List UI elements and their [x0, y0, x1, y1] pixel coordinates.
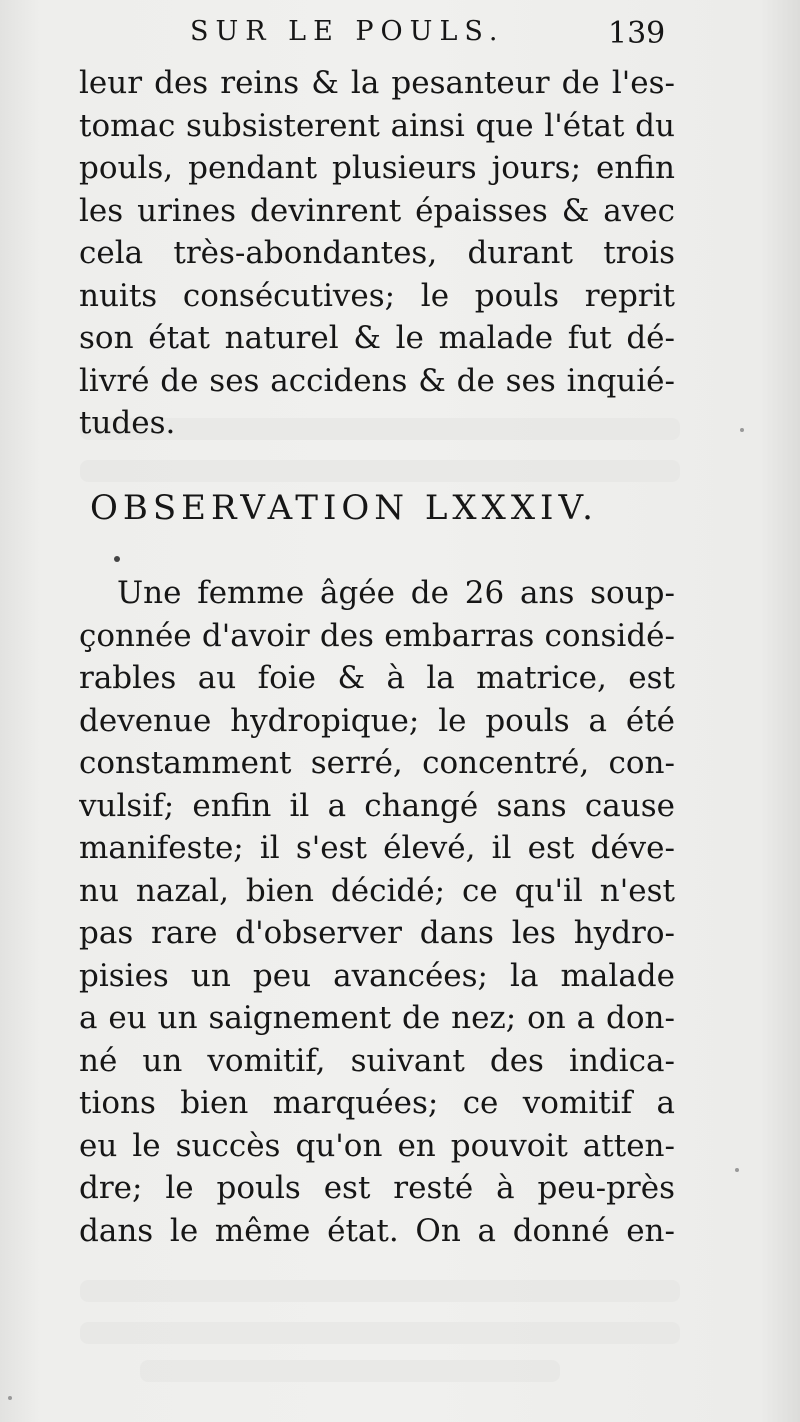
paper-speck [740, 428, 744, 432]
text-line: vulsif; enfin il a changé sans cause [79, 787, 675, 824]
paper-speck [735, 1168, 739, 1172]
text-line: les urines devinrent épaisses & avec [79, 192, 675, 229]
text-line: dans le même état. On a donné en- [79, 1212, 675, 1249]
text-line: tomac subsisterent ainsi que l'état du [79, 107, 675, 144]
bleed-through-shadow [80, 460, 680, 482]
text-line: cela très-abondantes, durant trois [79, 235, 675, 271]
paragraph-continued [79, 62, 675, 445]
text-line: eu le succès qu'on en pouvoit atten- [79, 1127, 675, 1164]
text-line: constamment serré, concentré, con- [79, 745, 675, 781]
text-line: pisies un peu avancées; la malade [79, 957, 675, 994]
text-line: livré de ses accidens & de ses inquié- [79, 362, 675, 399]
bleed-through-shadow [80, 1280, 680, 1302]
text-line: devenue hydropique; le pouls a été [79, 702, 675, 739]
text-line: a eu un saignement de nez; on a don- [79, 1000, 675, 1036]
paper-speck [8, 1396, 12, 1400]
observation-paragraph [79, 572, 675, 1252]
text-line: rables au foie & à la matrice, est [79, 660, 675, 696]
text-line: çonnée d'avoir des embarras considé- [79, 617, 675, 654]
bleed-through-shadow [80, 1322, 680, 1344]
text-line: tudes. [79, 405, 176, 441]
bleed-through-shadow [140, 1360, 560, 1382]
text-line: pouls, pendant plusieurs jours; enfin [79, 150, 675, 186]
text-line: dre; le pouls est resté à peu-près [79, 1170, 675, 1206]
text-line: leur des reins & la pesanteur de l'es- [79, 65, 675, 101]
text-line: son état naturel & le malade fut dé- [79, 320, 675, 356]
text-line: pas rare d'observer dans les hydro- [79, 915, 675, 951]
text-line: manifeste; il s'est élevé, il est déve- [79, 830, 675, 866]
text-line: tions bien marquées; ce vomitif a [79, 1085, 675, 1121]
running-title: SUR LE POULS. [190, 16, 505, 47]
text-line: nu nazal, bien décidé; ce qu'il n'est [79, 872, 675, 909]
text-line: nuits consécutives; le pouls reprit [79, 277, 675, 314]
page-number: 139 [608, 16, 666, 51]
observation-heading: OBSERVATION LXXXIV. [90, 488, 598, 528]
text-line: né un vomitif, suivant des indica- [79, 1042, 675, 1079]
text-line: Une femme âgée de 26 ans soup- [117, 575, 675, 611]
ink-dot [114, 556, 120, 562]
running-head [0, 16, 800, 60]
